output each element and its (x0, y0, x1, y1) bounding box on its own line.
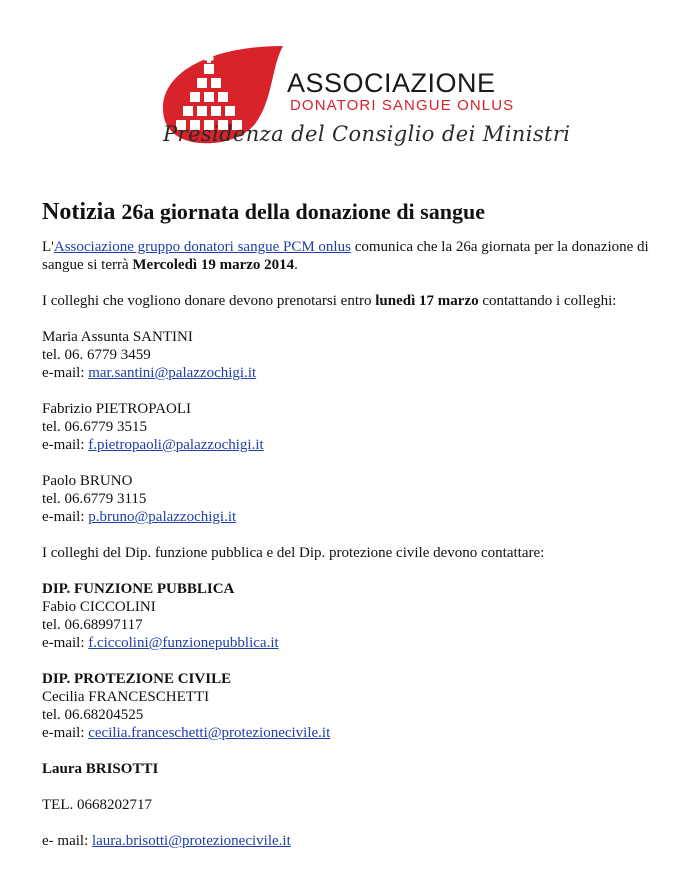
contact-email-link[interactable]: f.pietropaoli@palazzochigi.it (88, 437, 264, 453)
booking-suffix: contattando i colleghi: (478, 293, 617, 309)
contact-name: Fabrizio PIETROPAOLI (42, 401, 192, 417)
department-card (42, 580, 672, 652)
contact-card (42, 472, 672, 526)
contact-tel: tel. 06. 6779 3459 (42, 347, 151, 363)
association-link[interactable]: Associazione gruppo donatori sangue PCM onlus (53, 239, 351, 255)
contact-name: Cecilia FRANCESCHETTI (42, 689, 210, 705)
email-label: e-mail: (42, 437, 89, 453)
departments-intro: I colleghi del Dip. funzione pubblica e del Dip. protezione civile devono contattare: (42, 545, 545, 561)
last-contact-email-link[interactable]: laura.brisotti@protezionecivile.it (91, 833, 291, 849)
contact-email-line (42, 724, 672, 742)
org-name: ASSOCIAZIONE (287, 68, 496, 98)
contact-email-line (42, 364, 672, 382)
department-name: DIP. FUNZIONE PUBBLICA (42, 581, 235, 597)
booking-paragraph (42, 292, 672, 310)
intro-mid: comunica che la 26a giornata per la donazione di sangue si terrà (42, 239, 649, 273)
email-label: e-mail: (42, 509, 89, 525)
page-header (0, 0, 700, 170)
notice-heading (42, 196, 672, 228)
event-date: Mercoledì 19 marzo 2014 (132, 257, 295, 273)
last-contact-name-line (42, 760, 672, 778)
notice-title: 26a giornata della donazione di sangue (121, 199, 485, 224)
last-contact-tel: TEL. 0668202717 (42, 797, 152, 813)
intro-paragraph (42, 238, 672, 274)
contact-tel: tel. 06.6779 3515 (42, 419, 147, 435)
notice-content (42, 196, 672, 850)
contact-email-line (42, 634, 672, 652)
contact-email-link[interactable]: cecilia.franceschetti@protezionecivile.it (88, 725, 331, 741)
org-motto: Presidenza del Consiglio dei Ministri (163, 122, 571, 146)
last-contact-email-line (42, 832, 672, 850)
contact-email-line (42, 436, 672, 454)
org-subtitle: DONATORI SANGUE ONLUS (290, 97, 515, 114)
intro-prefix: L' (42, 239, 54, 255)
contact-name: Fabio CICCOLINI (42, 599, 156, 615)
contact-email-link[interactable]: mar.santini@palazzochigi.it (88, 365, 257, 381)
email-label: e-mail: (42, 365, 89, 381)
contact-card (42, 328, 672, 382)
contact-name: Maria Assunta SANTINI (42, 329, 193, 345)
contact-tel: tel. 06.68997117 (42, 617, 143, 633)
email-label: e-mail: (42, 635, 89, 651)
last-contact-name: Laura BRISOTTI (42, 761, 159, 777)
contact-card (42, 400, 672, 454)
email-label: e- mail: (42, 833, 92, 849)
contact-email-link[interactable]: p.bruno@palazzochigi.it (88, 509, 237, 525)
contact-email-link[interactable]: f.ciccolini@funzionepubblica.it (88, 635, 279, 651)
department-card (42, 670, 672, 742)
booking-deadline: lunedì 17 marzo (375, 293, 479, 309)
contact-name: Paolo BRUNO (42, 473, 133, 489)
email-label: e-mail: (42, 725, 89, 741)
contact-email-line (42, 508, 672, 526)
notice-label: Notizia (42, 199, 116, 225)
contact-tel: tel. 06.6779 3115 (42, 491, 147, 507)
department-name: DIP. PROTEZIONE CIVILE (42, 671, 232, 687)
intro-end: . (294, 257, 298, 273)
contact-tel: tel. 06.68204525 (42, 707, 144, 723)
booking-prefix: I colleghi che vogliono donare devono prenotarsi entro (42, 293, 376, 309)
